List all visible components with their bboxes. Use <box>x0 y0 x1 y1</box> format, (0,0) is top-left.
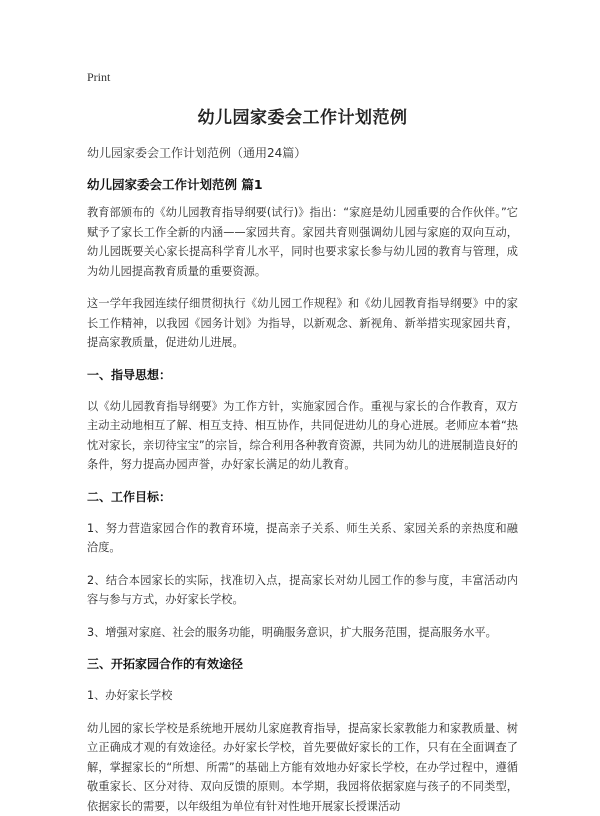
heading-guiding-ideology: 一、指导思想： <box>87 366 518 383</box>
paragraph-goal-2: 2、结合本园家长的实际，找准切入点，提高家长对幼儿园工作的参与度，丰富活动内容与参与方式，办好家长学校。 <box>87 571 518 610</box>
document-title: 幼儿园家委会工作计划范例 <box>87 103 518 128</box>
paragraph-goal-3: 3、增强对家庭、社会的服务功能，明确服务意识，扩大服务范围，提高服务水平。 <box>87 623 518 643</box>
paragraph-intro: 教育部颁布的《幼儿园教育指导纲要(试行)》指出：“家庭是幼儿园重要的合作伙伴。”它赋予了家长工作全新的内涵——家园共育。家园共育则强调幼儿园与家庭的双向互动，幼儿园既要关心家长提高科学育儿水平，同时也要求家长参与幼儿园的教育与管理，成为幼儿园提高教育质量的重要资源。 <box>87 203 518 281</box>
document-subtitle: 幼儿园家委会工作计划范例（通用24篇） <box>87 144 518 161</box>
paragraph-parent-school-title: 1、办好家长学校 <box>87 686 518 706</box>
heading-work-goals: 二、工作目标： <box>87 488 518 505</box>
heading-cooperation-channels: 三、开拓家园合作的有效途径 <box>87 655 518 672</box>
paragraph-guiding-ideology: 以《幼儿园教育指导纲要》为工作方针，实施家园合作。重视与家长的合作教育，双方主动主动地相互了解、相互支持、相互协作，共同促进幼儿的身心进展。老师应本着“热忱对家长，亲切待宝宝”的宗旨，综合利用各种教育资源，共同为幼儿的进展制造良好的条件，努力提高办园声誉，办好家长满足的幼儿教育。 <box>87 397 518 475</box>
paragraph-parent-school: 幼儿园的家长学校是系统地开展幼儿家庭教育指导，提高家长家教能力和家教质量、树立正确成才观的有效途径。办好家长学校，首先要做好家长的工作，只有在全面调查了解，掌握家长的“所想、所需”的基础上方能有效地办好家长学校，在办学过程中，遵循敬重家长、区分对待、双向反馈的原则。本学期，我园将依据家庭与孩子的不同类型，依据家长的需要，以年级组为单位有针对性地开展家长授课活动 <box>87 719 518 816</box>
paragraph-plan-overview: 这一学年我园连续仔细贯彻执行《幼儿园工作规程》和《幼儿园教育指导纲要》中的家长工作精神，以我园《园务计划》为指导，以新观念、新视角、新举措实现家园共育，提高家教质量，促进幼儿进展。 <box>87 294 518 353</box>
section-title: 幼儿园家委会工作计划范例 篇1 <box>87 175 518 193</box>
paragraph-goal-1: 1、努力营造家园合作的教育环境，提高亲子关系、师生关系、家园关系的亲热度和融洽度。 <box>87 519 518 558</box>
print-label[interactable]: Print <box>87 70 518 85</box>
